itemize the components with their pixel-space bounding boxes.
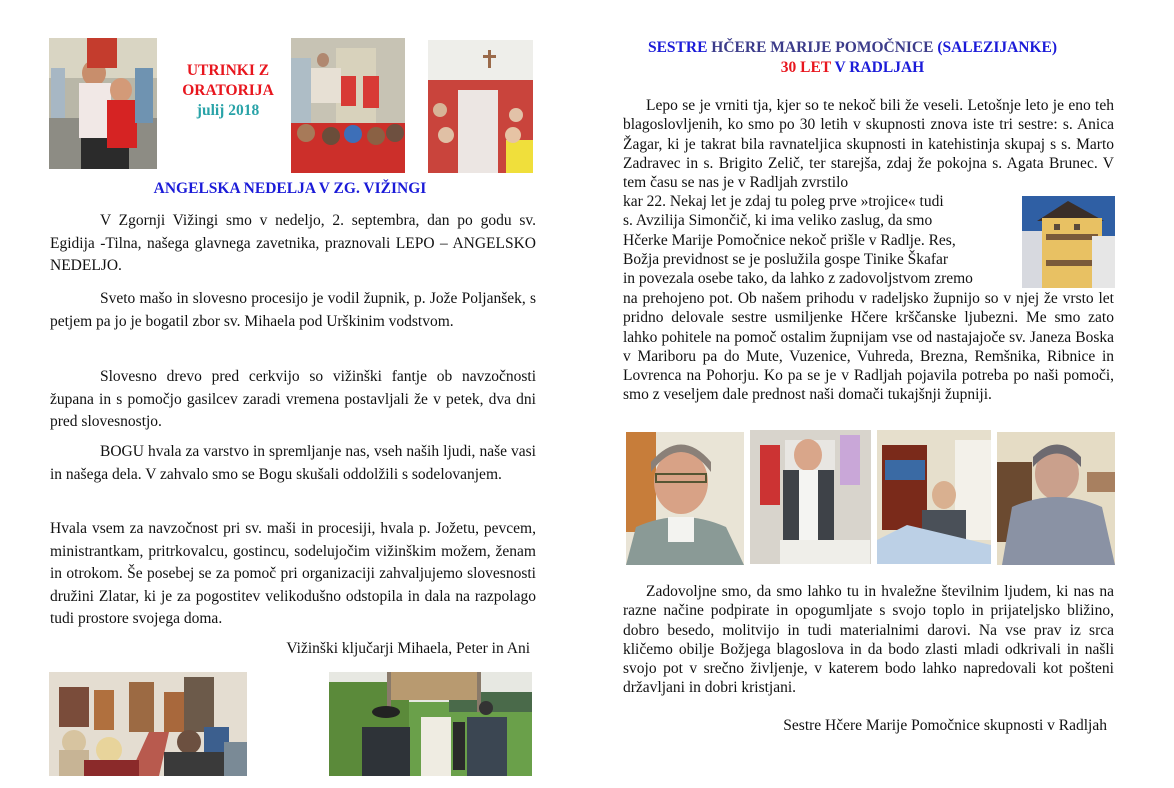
sestre-paragraph-1-intro: Lepo se je vrniti tja, kjer so te nekoč bili že veseli. Letošnje leto je eno teh blagoslovljenih, ko smo po 30 letih v skupnosti znova iste tri sestre: s. Anica Žagar, ki je takrat bila ravnateljica skupnosti in katehistinja skupaj s s. Marto Zadravec in s. Brigito Zelič, ter starejša, zdaj že pokojna s. Agata Brunec. V tem času se nas je v Radljah zvrstilo: [623, 97, 1114, 192]
oratorij-title-line1: UTRINKI Z: [186, 62, 270, 79]
oratorij-photo-dining-hall: [428, 40, 533, 173]
heading-line-1: [620, 38, 1085, 58]
heading-sestre: SESTRE: [647, 39, 708, 56]
oratorij-photo-face-painting: [49, 38, 157, 169]
article-signature-right: Sestre Hčere Marije Pomočnice skupnosti v Radljah: [783, 717, 1107, 734]
oratorij-title-line2: ORATORIJA: [182, 82, 274, 99]
article-paragraph-3: Slovesno drevo pred cerkvijo so vižinški fantje ob navzočnosti župana in s pomočjo gasilcev zaradi vremena postavljali že v petek, dva dni pred slovesnostjo.: [50, 368, 536, 430]
article-paragraph-1: V Zgornji Vižingi smo v nedeljo, 2. septembra, dan po godu sv. Egidija -Tilna, našega glavnega zavetnika, praznovali LEPO – ANGELSKO NEDELJO.: [50, 212, 536, 274]
sestre-paragraph-2: Zadovoljne smo, da smo lahko tu in hvaležne številnim ljudem, ki nas na razne načine podpirate in opogumljate s svojo toplo in prijateljsko bližino, dobro besedo, molitvijo in tudi materialnimi darovi. Na vse prav iz srca kličemo obilje Božjega blagoslova in da bodo zlasti mladi odkrivali in našli svojo pot v srečno življenje, v katerem bodo lahko napredovali kot pošteni državljani in dobri kristjani.: [623, 583, 1114, 697]
heading-line-2: [620, 58, 1085, 78]
sister-photo-3: [877, 430, 991, 564]
church-interior-photo: [49, 672, 247, 776]
article-heading-angelska-nedelja: ANGELSKA NEDELJA V ZG. VIŽINGI: [153, 180, 427, 197]
oratorij-photo-classroom: [291, 38, 405, 173]
wrapped-line: s. Avzilija Simončič, ki ima veliko zaslug, da smo: [623, 212, 933, 230]
article-paragraph-5: Hvala vsem za navzočnost pri sv. maši in procesiji, hvala p. Jožetu, pevcem, ministrantkam, pritrkovalcu, gostincu, sodelujočim vižinškim možem, ženam in otrokom. Še posebej se za pomoč pri organizaciji zahvaljujemo slovesnosti družini Zlatar, ki je za pogostitev velikodušno odstopila in dala na razpolago tudi prostore svojega doma.: [50, 520, 536, 627]
house-photo: [1022, 196, 1115, 288]
procession-photo: [329, 672, 532, 776]
sister-photo-1: [626, 432, 744, 565]
oratorij-title-block: [168, 61, 288, 121]
heading-30-let: 30 LET: [780, 59, 831, 76]
wrapped-line: Božja previdnost se je poslužila gospe Tinike Škafar: [623, 250, 949, 268]
wrapped-line: in povezala osebe tako, da lahko z zadovoljstvom zremo: [623, 270, 973, 288]
oratorij-date: julij 2018: [196, 102, 260, 119]
wrapped-line: Hčerke Marije Pomočnice nekoč prišle v Radlje. Res,: [623, 231, 956, 249]
heading-v-radljah: V RADLJAH: [834, 59, 925, 76]
sister-photo-2: [750, 430, 871, 564]
article-signature-left: Vižinški ključarji Mihaela, Peter in Ani: [286, 640, 530, 657]
sestre-paragraph-1-wrapped: [623, 192, 1018, 288]
article-heading-sestre: [620, 38, 1085, 78]
article-paragraph-4: BOGU hvala za varstvo in spremljanje nas, vseh naših ljudi, naše vasi in našega dela. V zahvalo smo se Bogu skušali oddolžili s sodelovanjem.: [50, 443, 536, 483]
heading-hcere-marije-pomocnice: HČERE MARIJE POMOČNICE: [711, 39, 934, 56]
heading-salezijanke: (SALEZIJANKE): [937, 39, 1058, 56]
article-paragraph-2: Sveto mašo in slovesno procesijo je vodil župnik, p. Jože Poljanšek, s petjem pa jo je bogatil zbor sv. Mihaela pod Urškinim vodstvom.: [50, 290, 536, 330]
sister-photo-4: [997, 432, 1115, 565]
wrapped-line: kar 22. Nekaj let je zdaj tu poleg prve »trojice« tudi: [623, 193, 944, 210]
sestre-paragraph-1-rest: na prehojeno pot. Ob našem prihodu v radeljsko župnijo so v njej že vrsto let pridno delovale sestre usmiljenke Hčere krščanske ljubezni. Me smo zato lahko pohitele na pomoč ostalim župnijam vse od nastajajoče sv. Janeza Boska v Mariboru pa do Mute, Vuzenice, Vuhreda, Brezna, Remšnika, Ribnice in Lovrenca na Pohorju. Ko pa se je v Radljah pojavila potreba po naši pomoči, smo z veseljem dale prednost naši domači tukajšnji župniji.: [623, 290, 1114, 404]
